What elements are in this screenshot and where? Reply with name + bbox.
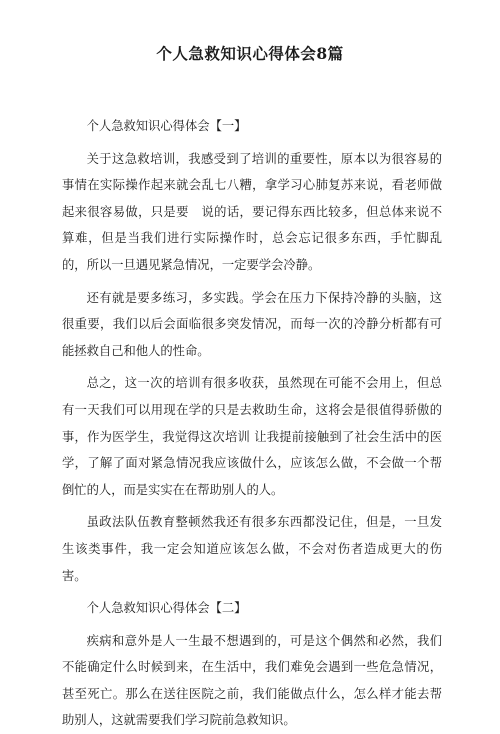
body-paragraph: 关于这急救培训，我感受到了培训的重要性，原本以为很容易的事情在实际操作起来就会乱七八糟，拿学习心肺复苏来说，看老师做起来很容易做，只是要 说的话，要记得东西比较多，但总体来说不算难，但是当我们进行实际操作时，总会忘记很多东西，手忙脚乱的，所以一旦遇见紧急情况，一定要学会冷静。 [62, 151, 442, 272]
document-body [62, 113, 442, 734]
body-paragraph: 还有就是要多练习，多实践。学会在压力下保持冷静的头脑，这很重要，我们以后会面临很多突发情况，而每一次的冷静分析都有可能拯救自己和他人的性命。 [62, 290, 442, 358]
section-heading-2: 个人急救知识心得体会【二】 [86, 601, 247, 616]
body-paragraph: 虽政法队伍教育整顿然我还有很多东西都没记住，但是，一旦发生该类事件，我一定会知道应该怎么做，不会对伤者造成更大的伤害。 [62, 515, 442, 583]
document-title: 个人急救知识心得体会8篇 [156, 44, 344, 63]
body-paragraph: 总之，这一次的培训有很多收获，虽然现在可能不会用上，但总有一天我们可以用现在学的只是去救助生命，这将会是很值得骄傲的事，作为医学生，我觉得这次培训 让我提前接触到了社会生活中的医学，了解了面对紧急情况我应该做什么，应该怎么做，不会做一个帮倒忙的人，而是实实在在帮助别人的人。 [62, 376, 442, 497]
body-paragraph: 疾病和意外是人一生最不想遇到的，可是这个偶然和必然，我们不能确定什么时候到来，在生活中，我们难免会遇到一些危急情况，甚至死亡。那么在送往医院之前，我们能做点什么，怎么样才能去帮助别人，这就需要我们学习院前急救知识。 [62, 633, 442, 728]
section-heading-1: 个人急救知识心得体会【一】 [86, 119, 247, 133]
